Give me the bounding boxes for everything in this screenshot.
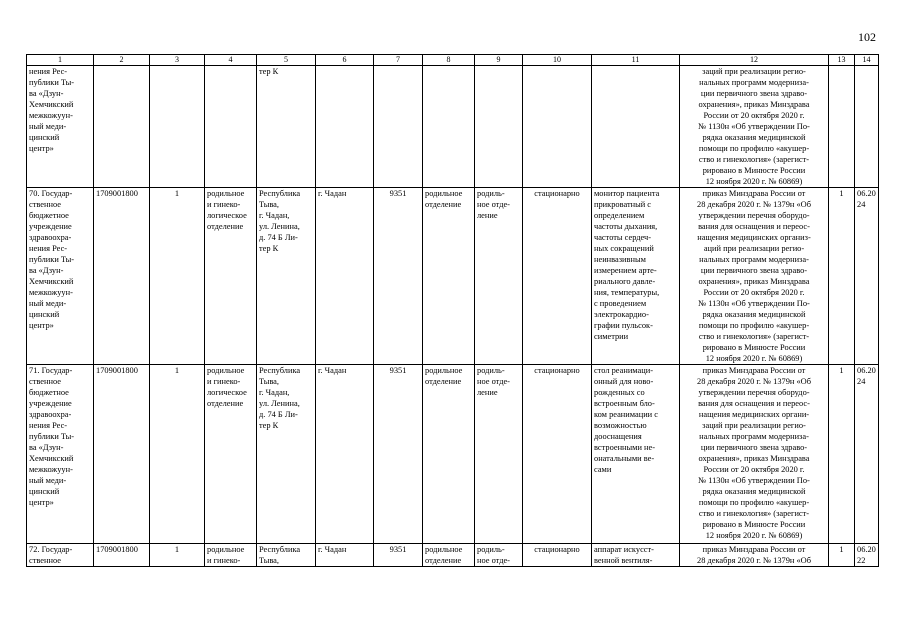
address-cell: тер К <box>257 66 316 188</box>
column-number: 4 <box>205 55 257 66</box>
count-cell: 1 <box>150 365 205 544</box>
column-number: 12 <box>680 55 829 66</box>
date-cell: 06.2024 <box>855 188 879 365</box>
quantity-cell: 1 <box>829 544 855 567</box>
legal-basis-cell: приказ Минздрава России от 28 декабря 2020 г. № 1379н «Об <box>680 544 829 567</box>
subunit-cell: родиль- ное отде- <box>475 544 523 567</box>
page-number: 102 <box>858 30 876 44</box>
equipment-cell <box>592 66 680 188</box>
department-cell: родильное и гинеко- логическое отделение <box>205 188 257 365</box>
quantity-cell: 1 <box>829 188 855 365</box>
city-cell <box>316 66 374 188</box>
equipment-cell: стол реанимаци- онный для ново- рожденных со встроенным бло- ком реанимации с возможностью дооснащения встроенными не- онатальными ве- сами <box>592 365 680 544</box>
address-cell: Республика Тыва, <box>257 544 316 567</box>
column-number: 9 <box>475 55 523 66</box>
department-cell <box>205 66 257 188</box>
count-cell: 1 <box>150 544 205 567</box>
care-condition-cell: стационарно <box>523 188 592 365</box>
code-cell <box>94 66 150 188</box>
code-cell: 1709001800 <box>94 365 150 544</box>
organization-cell: нения Рес- публики Ты- ва «Дзун- Хемчикский межкожуун- ный меди- цинский центр» <box>27 66 94 188</box>
legal-basis-cell: приказ Минздрава России от 28 декабря 2020 г. № 1379н «Об утверждении перечня оборудо- вания для оснащения и переос- нащения медицинских органи- заций при реализации регио- нальных программ модерниза- ции первичного звена здраво- охранения», приказ Минздрава России от 20 октября 2020 г. № 1130н «Об утверждении По- рядка оказания медицинской помощи по профилю «акушер- ство и гинекология» (зарегист- рировано в Минюсте России 12 ноября 2020 г. № 60869) <box>680 365 829 544</box>
subunit-cell: родиль- ное отде- ление <box>475 188 523 365</box>
organization-cell: 71. Государ- ственное бюджетное учреждение здравоохра- нения Рес- публики Ты- ва «Дзун- Хемчикский межкожуун- ный меди- цинский центр» <box>27 365 94 544</box>
column-number: 8 <box>423 55 475 66</box>
department-cell: родильное и гинеко- логическое отделение <box>205 365 257 544</box>
legal-basis-cell: заций при реализации регио- нальных программ модерниза- ции первичного звена здраво- охранения», приказ Минздрава России от 20 октября 2020 г. № 1130н «Об утверждении По- рядка оказания медицинской помощи по профилю «акушер- ство и гинекология» (зарегист- рировано в Минюсте России 12 ноября 2020 г. № 60869) <box>680 66 829 188</box>
city-cell: г. Чадан <box>316 365 374 544</box>
column-number-row <box>27 55 879 66</box>
number-cell: 9351 <box>374 188 423 365</box>
count-cell <box>150 66 205 188</box>
organization-cell: 72. Государ- ственное <box>27 544 94 567</box>
date-cell <box>855 66 879 188</box>
count-cell: 1 <box>150 188 205 365</box>
quantity-cell <box>829 66 855 188</box>
equipment-cell: монитор пациента прикроватный с определением частоты дыхания, частоты сердеч- ных сокращений неинвазивным измерением арте- риального давле- ния, температуры, с проведением электрокардио- графии пульсок- симетрии <box>592 188 680 365</box>
date-cell: 06.2024 <box>855 365 879 544</box>
address-cell: Республика Тыва, г. Чадан, ул. Ленина, д. 74 Б Ли- тер К <box>257 365 316 544</box>
address-cell: Республика Тыва, г. Чадан, ул. Ленина, д. 74 Б Ли- тер К <box>257 188 316 365</box>
care-condition-cell: стационарно <box>523 544 592 567</box>
organization-cell: 70. Государ- ственное бюджетное учреждение здравоохра- нения Рес- публики Ты- ва «Дзун- Хемчикский межкожуун- ный меди- цинский центр» <box>27 188 94 365</box>
table-row <box>27 188 879 365</box>
equipment-cell: аппарат искусст- венной вентиля- <box>592 544 680 567</box>
subunit-cell: родиль- ное отде- ление <box>475 365 523 544</box>
table-row <box>27 365 879 544</box>
column-number: 13 <box>829 55 855 66</box>
column-number: 11 <box>592 55 680 66</box>
column-number: 1 <box>27 55 94 66</box>
date-cell: 06.2022 <box>855 544 879 567</box>
subunit-cell <box>475 66 523 188</box>
table-row <box>27 66 879 188</box>
column-number: 5 <box>257 55 316 66</box>
column-number: 3 <box>150 55 205 66</box>
quantity-cell: 1 <box>829 365 855 544</box>
column-number: 6 <box>316 55 374 66</box>
unit-cell: родильное отделение <box>423 188 475 365</box>
city-cell: г. Чадан <box>316 188 374 365</box>
unit-cell: родильное отделение <box>423 544 475 567</box>
column-number: 2 <box>94 55 150 66</box>
department-cell: родильное и гинеко- <box>205 544 257 567</box>
care-condition-cell: стационарно <box>523 365 592 544</box>
number-cell <box>374 66 423 188</box>
unit-cell: родильное отделение <box>423 365 475 544</box>
code-cell: 1709001800 <box>94 544 150 567</box>
unit-cell <box>423 66 475 188</box>
number-cell: 9351 <box>374 365 423 544</box>
equipment-table <box>26 54 879 567</box>
column-number: 7 <box>374 55 423 66</box>
table-row <box>27 544 879 567</box>
code-cell: 1709001800 <box>94 188 150 365</box>
care-condition-cell <box>523 66 592 188</box>
legal-basis-cell: приказ Минздрава России от 28 декабря 2020 г. № 1379н «Об утверждении перечня оборудо- вания для оснащения и переос- нащения медицинских организ- аций при реализации регио- нальных программ модерниза- ции первичного звена здраво- охранения», приказ Минздрава России от 20 октября 2020 г. № 1130н «Об утверждении По- рядка оказания медицинской помощи по профилю «акушер- ство и гинекология» (зарегист- рировано в Минюсте России 12 ноября 2020 г. № 60869) <box>680 188 829 365</box>
number-cell: 9351 <box>374 544 423 567</box>
column-number: 14 <box>855 55 879 66</box>
column-number: 10 <box>523 55 592 66</box>
city-cell: г. Чадан <box>316 544 374 567</box>
